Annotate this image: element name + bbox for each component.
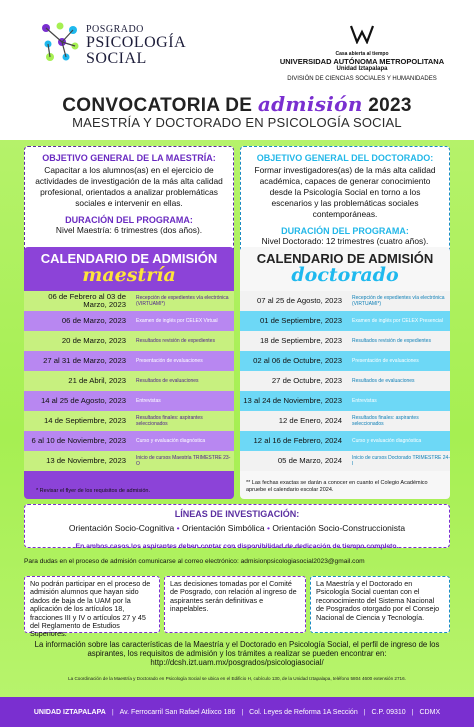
row-activity: Recepción de expedientes vía electrónica (VIRTUAMI*): [136, 295, 229, 307]
row-activity: Resultados finales: aspirantes seleccionados: [352, 415, 419, 427]
footer-info: [0, 640, 474, 667]
duration-right-text: Nivel Doctorado: 12 trimestres (cuatro años).: [261, 236, 429, 246]
row-activity: Examen de inglés por CELEX Presencial: [352, 318, 443, 324]
title-prefix: CONVOCATORIA DE: [62, 95, 253, 116]
duration-left-heading: DURACIÓN DEL PROGRAMA:: [65, 215, 193, 225]
row-date: 12 de Enero, 2024: [278, 416, 342, 425]
row-date: 18 de Septiembre, 2023: [259, 336, 342, 345]
row-activity: Resultados finales: aspirantes seleccionados: [136, 415, 203, 427]
row-activity: Entrevistas: [352, 398, 377, 404]
footer-bar: UNIDAD IZTAPALAPA | Av. Ferrocarril San Rafael Atlixco 186 | Col. Leyes de Reforma 1A Sección | C.P. 09310 | CDMX: [0, 697, 474, 727]
row-date: 02 al 06 de Octubre, 2023: [253, 356, 342, 365]
availability-notice: En ambos casos los aspirantes deben contar con disponibilidad de dedicación de tiempo completo.: [75, 543, 399, 550]
row-date: 06 de Febrero al 03 de Marzo, 2023: [48, 292, 126, 309]
research-line: Orientación Socio-Construccionista: [272, 523, 406, 533]
row-date: 14 de Septiembre, 2023: [43, 416, 126, 425]
subtitle: MAESTRÍA Y DOCTORADO EN PSICOLOGÍA SOCIAL: [72, 115, 402, 130]
calendar-right-heading: CALENDARIO DE ADMISIÓN: [256, 251, 434, 266]
research-lines-heading: LÍNEAS DE INVESTIGACIÓN:: [174, 509, 300, 519]
row-date: 05 de Marzo, 2024: [277, 456, 342, 465]
research-lines: [24, 504, 450, 548]
row-activity: Resultados de evaluaciones: [136, 378, 199, 384]
program-url-link[interactable]: http://dcsh.izt.uam.mx/posgrados/psicologiasocial/: [150, 658, 324, 667]
calendar-right-program: doctorado: [291, 264, 399, 286]
row-date: 12 al 16 de Febrero, 2024: [253, 436, 342, 445]
row-activity: Recepción de expedientes vía electrónica (VIRTUAMI*): [352, 295, 445, 307]
row-date: 06 de Marzo, 2023: [61, 316, 126, 325]
header: [0, 0, 474, 92]
calendar-row: [240, 371, 450, 391]
row-activity: Presentación de evaluaciones: [136, 358, 203, 364]
row-activity: Resultados de evaluaciones: [352, 378, 415, 384]
info-box-decisions: Las decisiones tomadas por el Comité de Posgrado, con relación al ingreso de aspirantes serán definitivas e inapelables.: [164, 576, 306, 633]
row-activity: Curso y evaluación diagnóstica: [352, 438, 422, 444]
title-block: [0, 92, 474, 130]
calendar-row: [24, 391, 234, 411]
bullet-icon: •: [267, 523, 270, 533]
row-date: 21 de Abril, 2023: [68, 376, 126, 385]
brand-line1: POSGRADO: [86, 24, 144, 35]
calendar-left-program: maestría: [82, 264, 176, 286]
uam-tagline: Casa abierta al tiempo: [335, 51, 389, 57]
calendar-row: [240, 451, 450, 471]
objective-left-heading: OBJETIVO GENERAL DE LA MAESTRÍA:: [42, 153, 216, 163]
row-date: 14 al 25 de Agosto, 2023: [40, 396, 126, 405]
contact-text: Para dudas en el proceso de admisión comunicarse al correo electrónico:: [24, 558, 239, 565]
footer-city: CDMX: [419, 708, 441, 716]
calendar-row: [240, 431, 450, 451]
row-date: 27 de Octubre, 2023: [271, 376, 342, 385]
main-title: [0, 92, 474, 117]
calendar-row: [240, 351, 450, 371]
calendar-row: [24, 351, 234, 371]
objective-right-heading: OBJETIVO GENERAL DEL DOCTORADO:: [256, 153, 434, 163]
info-box-eligibility: No podrán participar en el proceso de admisión alumnos que hayan sido dados de baja de la UAM por la aplicación de los artículos 18, fracciones III y IV o artículos 27 y 45 del Reglamento de Estudios Superiores.: [24, 576, 160, 633]
calendar-row: [24, 311, 234, 331]
calendar-left-note: * Revisar el flyer de los requisitos de admisión.: [36, 488, 151, 494]
duration-right-heading: DURACIÓN DEL PROGRAMA:: [281, 226, 409, 236]
row-activity: Resultados revisión de expedientes: [136, 338, 215, 344]
calendar-left-heading: CALENDARIO DE ADMISIÓN: [40, 251, 218, 266]
title-year: 2023: [368, 95, 412, 116]
title-highlight: admisión: [257, 92, 363, 116]
calendar-row: [24, 431, 234, 451]
row-activity: Presentación de evaluaciones: [352, 358, 419, 364]
brand: [86, 24, 186, 67]
row-date: 13 de Noviembre, 2023: [46, 456, 126, 465]
research-lines-list: [25, 523, 449, 533]
row-date: 20 de Marzo, 2023: [61, 336, 126, 345]
row-activity: Inicio de cursos Doctorado TRIMESTRE 24-I: [352, 455, 450, 467]
calendar-row: [24, 411, 234, 431]
uam-block: [262, 24, 462, 82]
calendar-row: [240, 311, 450, 331]
row-date: 27 al 31 de Marzo, 2023: [43, 356, 126, 365]
brand-line2: PSICOLOGÍA: [86, 34, 187, 51]
calendar-right-rows: [240, 291, 450, 471]
calendar-row: [240, 331, 450, 351]
row-date: 6 al 10 de Noviembre, 2023: [31, 436, 126, 445]
row-date: 07 al 25 de Agosto, 2023: [256, 296, 342, 305]
row-activity: Resultados revisión de expedientes: [352, 338, 431, 344]
row-activity: Examen de inglés por CELEX Virtual: [136, 318, 218, 324]
research-line: Orientación Socio-Cognitiva: [68, 523, 175, 533]
footer-unit: UNIDAD IZTAPALAPA: [33, 708, 106, 716]
calendar-row: [24, 331, 234, 351]
row-date: 01 de Septiembre, 2023: [259, 316, 342, 325]
calendar-maestria: [24, 247, 234, 499]
objective-left-text: Capacitar a los alumnos(as) en el ejercicio de actividades de investigación de la más alta calidad profesional, orientados a analizar problemáticas sociales e intervenir en ellas.: [35, 165, 223, 208]
footer-street: Av. Ferrocarril San Rafael Atlixco 186: [119, 708, 236, 716]
uam-logo-icon: [349, 24, 375, 44]
posgrado-logo-icon: [40, 22, 80, 62]
row-activity: Inicio de cursos Maestría TRIMESTRE 23-O: [136, 455, 231, 467]
uam-name: UNIVERSIDAD AUTÓNOMA METROPOLITANA: [279, 57, 445, 66]
bullet-icon: •: [176, 523, 180, 533]
info-box-recognition: La Maestría y el Doctorado en Psicología Social cuentan con el reconocimiento del Sistema Nacional de Posgrados otorgado por el Consejo Nacional de Ciencia y Tecnología.: [310, 576, 450, 633]
calendar-row: [240, 291, 450, 311]
calendar-row: [240, 411, 450, 431]
division: DIVISIÓN DE CIENCIAS SOCIALES Y HUMANIDADES: [287, 76, 437, 82]
calendar-row: [24, 371, 234, 391]
footer-colonia: Col. Leyes de Reforma 1A Sección: [249, 708, 358, 716]
calendar-row: [24, 451, 234, 471]
calendar-left-rows: [24, 291, 234, 471]
brand-line3: SOCIAL: [86, 50, 147, 67]
calendar-right-note: ** Las fechas exactas se darán a conocer en cuanto el Colegio Académico apruebe el calendario escolar 2024.: [246, 480, 428, 493]
uam-unit: Unidad Iztapalapa: [336, 66, 388, 72]
footer-cp: C.P. 09310: [371, 708, 406, 716]
footer-info-text: La información sobre las características de la Maestría y el Doctorado en Psicología Social, el perfil de ingreso de los aspirantes, los requisitos de admisión y los trámites a realizar se pueden encontrar en:: [34, 640, 440, 658]
calendar-row: [24, 291, 234, 311]
row-activity: Entrevistas: [136, 398, 161, 404]
contact-line: [24, 558, 450, 565]
row-date: 13 al 24 de Noviembre, 2023: [243, 396, 342, 405]
duration-left-text: Nivel Maestría: 6 trimestres (dos años).: [55, 225, 203, 235]
objective-right-text: Formar investigadores(as) de la más alta calidad académica, capaces de generar conocimiento desde la Psicología Social en torno a los escenarios y las problemáticas sociales contemporáneas.: [254, 165, 436, 219]
contact-email-link[interactable]: admisionpsicologiasocial2023@gmail.com: [240, 558, 365, 565]
calendar-doctorado: [240, 247, 450, 499]
calendar-row: [240, 391, 450, 411]
coordination-address: La Coordinación de la Maestría y Doctorado en Psicología Social se ubica en el Edificio H, cubículo 130, de la Unidad Iztapalapa, teléfono 5804 4600 extensión 2716.: [68, 676, 406, 681]
row-activity: Curso y evaluación diagnóstica: [136, 438, 206, 444]
research-line: Orientación Simbólica: [181, 523, 265, 533]
